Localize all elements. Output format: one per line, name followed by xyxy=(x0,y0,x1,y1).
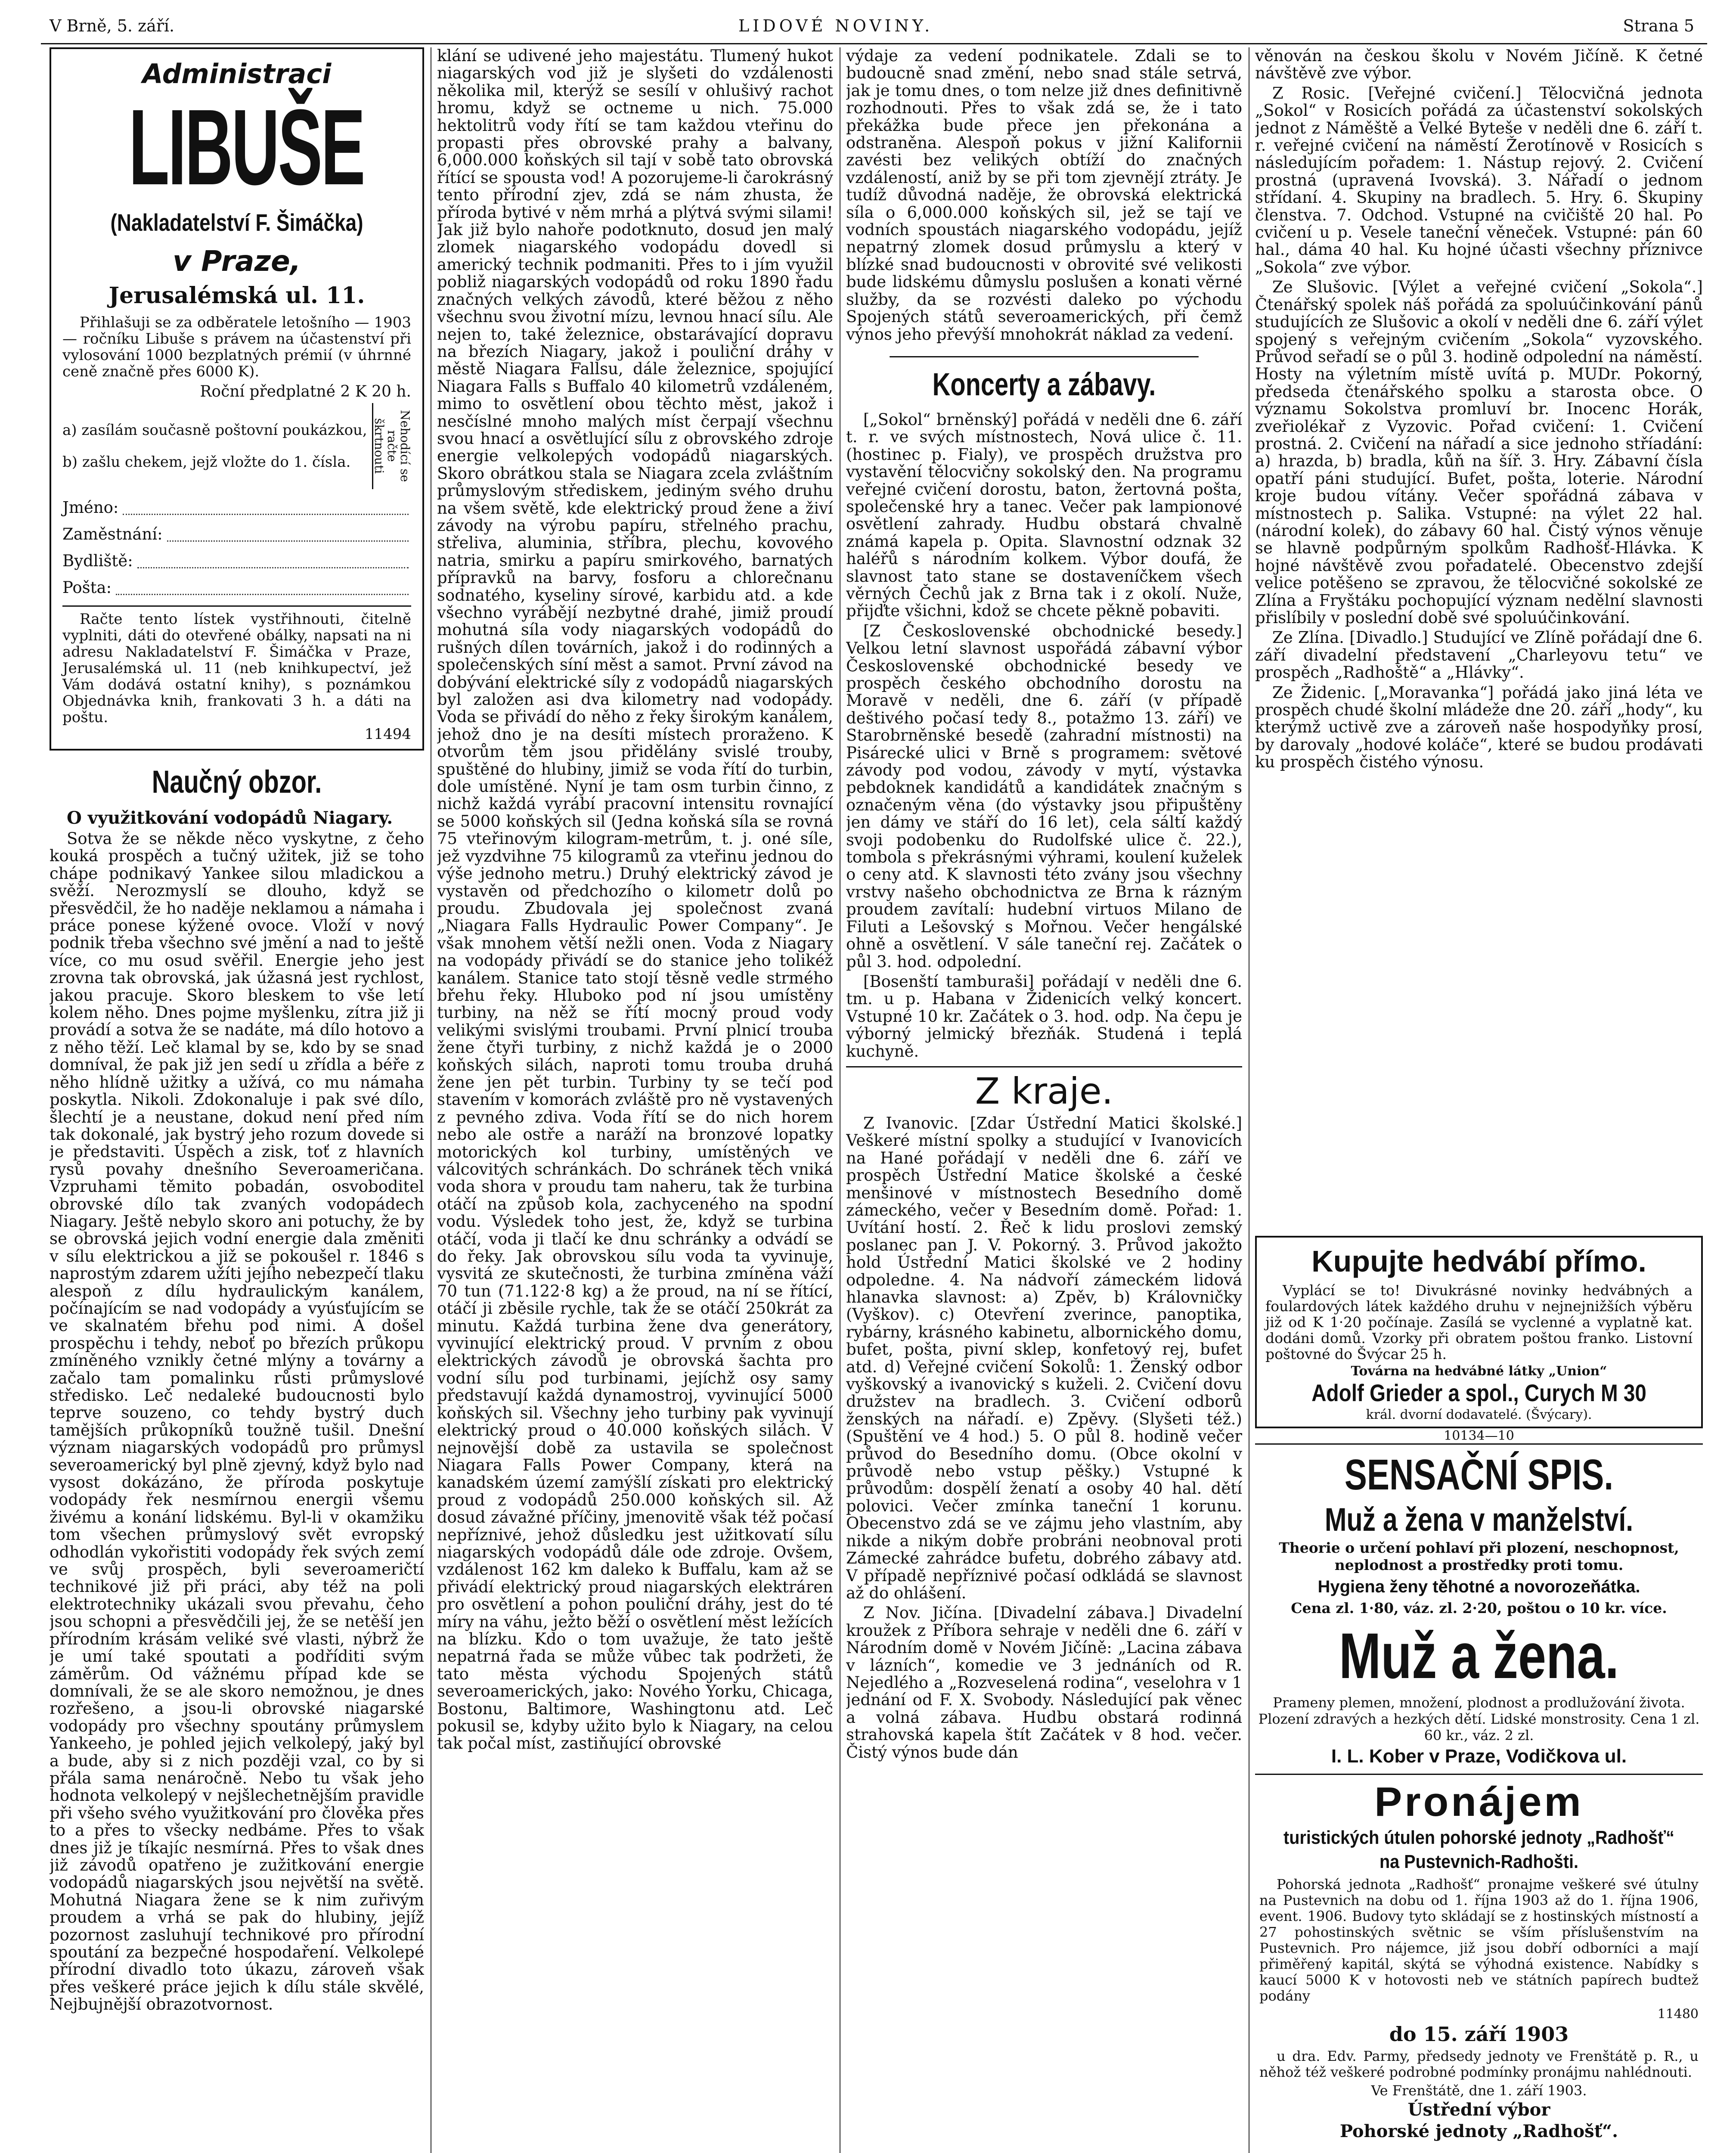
ad-silk-text: Vyplácí se to! Divukrásné novinky hedvábných a foulardových látek každého druhu v nejnejnižších výběru již od K 1·20 počínaje. Zasílá se vyclenné a vyplatně kat. dodáni domů. Vzorky při obratem poštou franko. Listovní poštovné do Švýcar 25 h. xyxy=(1265,1282,1693,1362)
section-title-z-kraje: Z kraje. xyxy=(846,1066,1242,1115)
strike-note: Nehodící se račte škrtnouti xyxy=(372,403,411,489)
newspaper-page xyxy=(41,9,1707,2153)
ad-rental-date: do 15. září 1903 xyxy=(1389,2023,1569,2046)
libuse-street: Jerusalémská ul. 11. xyxy=(108,282,365,309)
concert-item: [„Sokol“ brněnský] pořádá v neděli dne 6. září t. r. ve svých místnostech, Nová ulice č. 11. (hostinec p. Fialy), ve prospěch družstva pro vystavění tělocvičny sokolský den. Na programu veřejné cvičení dorostu, baton, žertovná pošta, společenské hry a tanec. Večer pak lampionové osvětlení zahrady. Hudbu obstará chvalně známá kapela p. Opita. Slavnostní odznak 32 haléřů s národním kolkem. Výbor doufá, že slavnost tato stane se dostaveníčkem všech věrných Čechů jak z Brna tak i z okolí. Nuže, přijďte všichni, kdož se chcete pěkně pobaviti. xyxy=(846,410,1242,620)
header-place-date: V Brně, 5. září. xyxy=(50,16,175,35)
ad-silk-firm-post: král. dvorní dodavatelé. (Švýcary). xyxy=(1366,1407,1592,1422)
region-item: Ze Zlína. [Divadlo.] Studující ve Zlíně pořádají dne 6. září divadelní představení „Charleyovu tetu“ ve prospěch „Radhoště“ a „Hlávky“. xyxy=(1255,628,1703,682)
article-end: výdaje za vedení podnikatele. Zdali se to budoucně snad změní, nebo snad stále setrvá, jak je tomu dnes, o tom nelze již dnes definitivně rozhodnouti. Přes to však zdá se, že i tato překážka bude přece jen překonána a odstraněna. Alespoň pokus v jižní Kalifornii zavésti bez velikých obtíží do značných vzdáleností, aniž by se při tom zjevnějí ztráty. Je tudíž důvodná naděje, že obrovská elektrická síla o 6,000.000 koňských sil, jež se tají ve vodních spoustách niagarského vodopádu, jejíž nepatrný zlomek dosud průmyslu a který v blízké snad budoucnosti v obrovité své velikosti bude lidskému důmyslu poslušen a konati věrné služby, da se rozvésti daleko po východu Spojených států severoamerických, při čemž výnos jeho převýší mnohokrát náklad za vedení. xyxy=(846,47,1242,344)
column-3 xyxy=(846,47,1242,2153)
concert-item: [Bosenští tamburaši] pořádají v neděli dne 6. tm. u p. Habana v Židenicích velký koncert. Vstupné 10 kr. Začátek o 3. hod. odp. Na čepu je výborný jelmický březňák. Studená i teplá kuchyně. xyxy=(846,972,1242,1061)
ad-sensation-sub: Muž a žena v manželství. xyxy=(1324,1502,1634,1538)
ad-muz-firm: I. L. Kober v Praze, Vodičkova ul. xyxy=(1331,1746,1627,1767)
ad-rental-title: Pronájem xyxy=(1374,1779,1584,1825)
ad-silk-title: Kupujte hedvábí přímo. xyxy=(1311,1244,1646,1278)
libuse-publisher: (Nakladatelství F. Šimáčka) xyxy=(110,209,363,236)
article-title: O využitkování vodopádů Niagary. xyxy=(67,808,393,828)
field-occupation[interactable]: Zaměstnání: xyxy=(62,521,411,548)
ad-rental-text2: u dra. Edv. Parmy, předsedy jednoty ve Frenštátě p. R., u něhož též veškeré podrobné podmínky pronájmu nahlédnouti. xyxy=(1259,2048,1699,2080)
field-post[interactable]: Pošta: xyxy=(62,574,411,601)
region-item: Ze Slušovic. [Výlet a veřejné cvičení „Sokola“.] Čtenářský spolek náš pořádá za spoluúčinkování pánů studujících ze Slušovic a okolí v neděli dne 6. září výlet spojený s veřejným cvičením „Sokola“ vyzovského. Průvod seřadí se o půl 3. hodině odpolední na náměstí. Hosty na výletním místě uvítá p. MUDr. Pokorný, předseda čtenářského spolku a starosta obce. O významu Sokolstva promluví br. Inocenc Horák, zveřiolékař z Vyzovic. Pořad cvičení: 1. Cvičení prostná. 2. Cvičení na nářadí a sice jednoho stříadání: a) hrazda, b) bradla, kůň na šíř. 3. Hry. Zábavní čísla opatří páni studující. Bufet, pošta, loterie. Národní kroje budou vítány. Večer spořádná zábava v místnostech p. Salika. Vstupné: na výlet 22 hal. (národní kolek), do zábavy 60 hal. Čistý výnos věnuje se hlavně podpůrným spolkům Radhošť-Hlávka. K hojné návštěvě zvou pořadatelé. Obecenstvo zdejší velice potěšeno se zpravou, že tělocvičné sokolské ze Zlína a Fryštáku pochopující význam nedělní slavnosti přislíbily v poslední době své spoluúčinkování. xyxy=(1255,278,1703,627)
header-page-number: Strana 5 xyxy=(1623,16,1694,35)
libuse-code: 11494 xyxy=(364,726,411,743)
ad-silk-code: 10134—10 xyxy=(1255,1428,1703,1445)
ad-silk-firm-pre: Továrna na hedvábné látky „Union“ xyxy=(1351,1364,1607,1379)
region-item: Z Nov. Jičína. [Divadelní zábava.] Divadelní kroužek z Příbora sehraje v neděli dne 6. září v Národním domě v Novém Jičíně: „Lacina zábava v lázních“, komedie ve 3 jednáních od R. Nejedlého a „Rozveselená rodina“, veselohra v 1 jednání od F. X. Svobody. Následující pak věnec a volná zábava. Hudbu obstará rodinná strahovská kapela štít Začátek v 8 hod. večer. Čistý výnos bude dán xyxy=(846,1604,1242,1762)
ad-sensation xyxy=(1255,1445,1703,1775)
column-1 xyxy=(50,47,424,2153)
ad-silk xyxy=(1255,1236,1703,1428)
ad-rental-sign1: Ústřední výbor xyxy=(1407,2100,1550,2120)
article-body-col1: Sotva že se někde něco vyskytne, z čeho kouká prospěch a tučný užitek, již se toho chápe podnikavý Yankee silou mladickou a svěží. Nerozmyslí se dlouho, když se přesvědčil, že ho naděje neklamou a námaha i práce ponese kýžené ovoce. Vloží v nový podnik třeba všechno své jmění a nad to ještě více, co mu osud svěřil. Energie jeho jest zrovna tak obrovská, jak úžasná jest rychlost, jakou pracuje. Skoro bleskem to vše letí kolem něho. Dnes pojme myšlenku, zítra již ji provádí a sotva že se nadáte, má dílo hotovo a z něho těží. Leč klamal by se, kdo by se snad domníval, že pak již jen sedí u zřídla a béře z něho hlídně užitky a užívá, co mu námaha poskytla. Nikoli. Zdokonaluje i pak své dílo, šlechtí je a neustane, dokud není před ním tak dokonalé, jak bystrý jeho rozum dovede si je představiti. Úspěch a zisk, toť z hlavních rysů povahy dnešního Severoameričana. Vzpruhami těmito pobadán, osvoboditel obrovské dílo tak zvaných vodopádech Niagary. Ještě nebylo skoro ani potuchy, že by se obrovská jejich vodní energie dala změniti v sílu elektrickou a již se pokoušel r. 1846 s naprostým zdarem užíti jejího nebezpečí tlaku alespoň z dílu hydraulickým kanálem, počínajícím se nad vodopády a vyúsťujícím se ve skalnatém břehu pod nimi. A došel prospěchu i tehdy, neboť po březích průkopu zmíněného vznikly četné mlýny a továrny a začalo tam pomalinku růsti průmyslové středisko. Leč nedaleké budoucnosti bylo teprve souzeno, co tehdy bystrý duch tamějších průkopníků toužně tušil. Dnešní význam niagarských vodopádů pro průmysl severoamerický byl plně zjevný, když bylo nad vysost dokázáno, že příroda poskytuje vodopády řek nesmírnou energii všemu živému a konání lidskému. Byl-li v okamžiku tom všechen průmyslový svět evropský odhodlán vykořistiti vodopády řek svých zemí ve svůj prospěch, byli severoameričtí technikové již při práci, aby též na poli elektrotechniky ukázali svou převahu, čeho jsou schopni a přesvědčili jej, že se netěší jen přírodním krásám veliké své vlasti, nýbrž že je umí také spoutati a podříditi svým záměrům. Od vážnému případ kde se domnívali, že se ale skoro nemožnou, je dnes rozřešeno, a jsou-li obrovské niagarské vodopády pro všechny spoutány průmyslem Yankeeho, je pohled jejich velkolepý, jaký byl a bude, aby si z nich později vzal, co by si přála sama nenáročně. Nebo tu však jeho hodnota velkolepý v nejšlechetnějším pravidle při všeho svého využitkování pro člověka přes to a přes to všecky nedbáme. Přes to však dnes již je tíkajíc nesmírná. Přes to však dnes již závodů opatřeno je zužitkování energie vodopádů niagarských jsou největší na světě. Mohutná Niagara žene se k nim zuřivým proudem a vrhá se pak do hlubiny, jejíž pozornost zasluhují technikové pro přírodní spoutání za bezpečné hospodaření. Velkolepé přírodní divadlo toto úkazu, zároveň však přes veškeré práce jejich k dílu stále skvělé, Nejbujnější obrazotvornost. xyxy=(50,829,424,2014)
article-body-col2: klání se udivené jeho majestátu. Tlumený hukot niagarských vod již je slyšeti do vzdálenosti několika mil, kterýž se sesílí v ohlušivý rachot hromu, když se octneme u nich. 75.000 hektolitrů vody řítí se tam každou vteřinu do propasti přes obrovské prahy a balvany, 6,000.000 koňských sil tají v sobě tato obrovská řítící se spousta vod! A pozorujeme-li čarokrásný tento přírodní zjev, zdá se nám zhusta, že příroda bytivé v něm mrhá a plýtvá svými silami! Jak již bylo nahoře podotknuto, dosud jen malý zlomek niagarského vodopádu dovedl si americký technik podmaniti. Přes to i jím využil pobliž niagarských vodopádů od roku 1890 řadu značných velkých závodů, které běžou z něho všechnu svou životní mízu, levnou hnací sílu. Ale nejen to, také železnice, obstarávající dopravu na březích Niagary, jakož i pouliční dráhy v městě Niagara Fallsu, dále železnice, spojující Niagara Falls s Buffalo 40 kilometrů vzdáleném, mimo to osvětlení obou těchto měst, jakož i nesčíslné mnoho malých míst čerpají všechnu svou hnací a osvětlující sílu z obrovského zdroje energie velkolepých vodopádů niagarských. Skoro obrátkou stala se Niagara zcela zvláštním průmyslovým střediskem, jediným svého druhu na všem světě, kde elektrický proud žene a živí závody na výrobu papíru, střelného prachu, střelivа, aluminia, stříbra, plechu, kovového natria, smirku a papíru smirkového, barnatých přípravků na barvy, fosforu a chlorečnanu sodnatého, kyseliny sírové, karbidu atd. a kde všechno vyrábějí nezbytné drahé, jimiž proudí mohutná síla vody niagarských vodopádů do rušných dílen továrních, jakož i do rodinných a společenských síní měst a samot. První závod na dobývání elektrické síly z vodopádů niagarských byl založen asi dva kilometry nad vodopády. Voda se přivádí do něho z řeky širokým kanálem, jehož dno je na desíti místech proraženo. K otvorům těm jsou přidělány svislé trouby, spuštěné do hlubiny, jimiž se voda řítí do turbin, dole umístěné. Nyní je tam osm turbin činno, z nichž každá vyrábí pracovní intensitu rovnající se 5000 koňských sil (Jedna koňská síla se rovná 75 vteřinovým kilogram-metrům, t. j. oné síle, jež vyzdvihne 75 kilogramů za vteřinu jednou do výše jednoho metru.) Druhý elektrický závod je vystavěn od předchozího o kilometr dolů po proudu. Zbudovala jej společnost zvaná „Niagara Falls Hydraulic Power Company“. Je však mnohem větší nežli onen. Voda z Niagary na vodopády přivádí se do stanice jeho tolikéž kanálem. Stanice tato stojí těsně vedle strmého břehu řeky. Hluboko pod ní jsou umístěny turbiny, na něž se řítí mocný proud vody velikými svislými troubami. První plnicí trouba žene čtyři turbiny, z nichž každá je o 2000 koňských silách, naproti tomu trouba druhá žene jen pět turbin. Turbiny ty se tečí pod stavením v komorách zvláště pro ně vystavených z pevného zdiva. Voda řítí se do nich horem nebo ale ostře a naráží na bronzové lopatky motorických kol turbiny, umístěných ve válcovitých schránkách. Do schránek těch vniká voda shora v proudu tam naheru, tak že turbina otáčí na způsob kola, zachyceného na spodní vodu. Výsledek toho jest, že, když se turbina otáčí, voda ji tlačí ke dnu schránky a odvádí se do řeky. Jak obrovskou sílu voda ta vyvinuje, vysvitá ze skutečnosti, že turbina zmíněna váží 70 tun (71.122·8 kg) a že proud, na ní se řítící, otáčí ji zběsile rychle, tak že se otáčí 250krát za minutu. Každá turbina žene dva generátory, vyvinující elektrický proud. V prvním z obou elektrických závodů je obrovská šachta pro vodní sílu pod turbinami, jejíchž osy samy představují každá dynamostroj, vyvinující 5000 koňských sil. Všechny jeho turbiny pak vyvinují elektrický proud o 40.000 koňských silách. V nejnovější době za ustavila se společnost Niagara Falls Power Company, která na kanadském území zamýšlí získati pro elektrický proud z vodopádů 250.000 koňských sil. Až dosud závažné příčiny, jmenovitě však též počasí nepříznivé, jehož důsledku jest užitkovatí sílu niagarských vodopádů dále ode zdroje. Ovšem, vzdálenost 162 km daleko k Buffalu, kam až se přivádí elektrický proud niagarských elektráren pro osvětlení a pohon pouliční dráhy, jest do té míry na váhu, ježto běží o osvětlení měst ležících na blízku. Kdo o tom uvažuje, že tato ještě nepatrná řada se může vůbec tak podržeti, že tato města východu Spojených států severoamerických, jako: Nového Yorku, Chicaga, Bostonu, Baltimore, Washingtonu atd. Leč pokusil se, kdyby užito bylo k Niagary, na celou tak počal míst, zastiňující obrovské xyxy=(437,47,833,1753)
ad-rental-text: Pohorská jednota „Radhošť“ pronajme veškeré své útulny na Pustevnich na dobu od 1. října 1903 až do 1. října 1906, event. 1906. Budovy tyto skládají se z hostinských místností a 27 pohostinských světnic se vším příslušenstvím na Pustevnich. Pro nájemce, již jsou dobří odborníci a mají přiměřený kapitál, skýtá se výhodná existence. Nabídky s kaucí 5000 K v hotovosti neb ve státních papírech budtež podány xyxy=(1259,1876,1699,2004)
libuse-city: v Praze, xyxy=(173,245,301,278)
region-item: Z Ivanovic. [Zdar Ústřední Matici školské.] Veškeré místní spolky a studující v Ivanovicích na Hané pořádají v neděli dne 6. září ve prospěch Ústřední Matice školské a české menšinové v místnostech Besedního domě zámeckého, večer v Besedním domě. Pořad: 1. Uvítání hostí. 2. Řeč k lidu proslovi zemský poslanec pan J. V. Pokorný. 3. Průvod jakožto hold Ústřední Matici školské ve 2 hodiny odpoledne. 4. Na nádvoří zámeckém lidová hlanavka slavnost: a) Zpěv, b) Královničky (Vyškov). c) Otevření zverince, panoptika, rybárny, krásného kabinetu, albornického domu, bufet, pošta, pivní sklep, konfetový rej, bufet atd. d) Veřejné cvičení Sokolů: 1. Ženský odbor vyškovský a ivanovický s kuželi. 2. Cvičení dovu družstev na bradlech. 3. Cvičení odborů ženských na nářadí. e) Zpěvy. (Slyšeti též.) (Spuštění ve 4 hod.) 5. O půl 8. hodině večer průvod do Besedního domu. (Obce okolní v průvodě nebo vstup pěšky.) Vstupné k průvodům: dospělí ženatí a osoby 40 hal. dětí polovici. Večer zmínka taneční 1 korunu. Obecenstvo zdá se ve zájmu jeho vlastním, aby nikde a nikým dobře probráni neobnoval proti Zámecké zahrádce bufetu, dobrého zábavy atd. V případě nepříznivé počasí odkládá se slavnost až do ohlášení. xyxy=(846,1114,1242,1602)
header-newspaper-title: LIDOVÉ NOVINY. xyxy=(738,16,933,35)
ad-muz-text: Prameny plemen, množení, plodnost a prodlužování života. Plození zdravých a hezkých dětí. Lidské monstrosity. Cena 1 zl. 60 kr., váz. 2 zl. xyxy=(1258,1694,1700,1743)
ad-rental-place: Ve Frenštátě, dne 1. září 1903. xyxy=(1371,2082,1587,2099)
libuse-instructions: Račte tento lístek vystřihnouti, čitelně vyplniti, dáti do otevřené obálky, napsati na ni adresu Nakladatelství F. Šimáčka v Praze, Jerusalémská ul. 11 (neb knihkupectví, jež Vám dodává ostatní knihy), s poznámkou Objednávka knih, frankovati 3 h. a dáti na poštu. xyxy=(62,611,411,726)
column-2 xyxy=(437,47,833,2153)
ad-rental xyxy=(1255,1775,1703,2146)
region-item: věnován na českou školu v Novém Jičíně. K četné návštěvě zve výbor. xyxy=(1255,47,1703,83)
ad-sensation-text1: Theorie o určení pohlaví při plození, neschopnost, neplodnost a prostředky proti tomu. xyxy=(1279,1539,1679,1573)
libuse-title: LIBUŠE xyxy=(128,87,364,207)
libuse-text: Přihlašuji se za odběratele letošního — 1903 — ročníku Libuše s právem na účastenství při vylosování 1000 bezplatných prémií (v úhrnné ceně značně přes 6000 K). xyxy=(62,314,411,380)
payment-option-b[interactable]: b) zašlu chekem, jejž vložte do 1. čísla. xyxy=(62,453,351,471)
section-title-koncerty: Koncerty a zábavy. xyxy=(890,356,1199,403)
section-title-naucny-obzor: Naučný obzor. xyxy=(152,764,322,800)
libuse-kicker: Administraci xyxy=(142,58,332,90)
column-4 xyxy=(1255,47,1703,2153)
ad-muz-a-zena: Muž a žena. xyxy=(1339,1619,1619,1692)
ad-silk-firm: Adolf Grieder a spol., Curych M 30 xyxy=(1311,1379,1646,1406)
field-residence[interactable]: Bydliště: xyxy=(62,548,411,574)
libuse-price: Roční předplatné 2 K 20 h. xyxy=(200,383,411,400)
page-header xyxy=(41,9,1707,44)
payment-option-a[interactable]: a) zasílám současně poštovní poukázkou, xyxy=(62,422,367,439)
ad-sensation-price: Cena zl. 1·80, váz. zl. 2·20, poštou o 10 kr. více. xyxy=(1291,1600,1667,1616)
ad-sensation-title: SENSAČNÍ SPIS. xyxy=(1344,1451,1614,1499)
ad-rental-sub: turistických útulen pohorské jednoty „Radhošť“ na Pustevnich-Radhošti. xyxy=(1283,1827,1674,1872)
region-item: Z Rosic. [Veřejné cvičení.] Tělocvičná jednota „Sokol“ v Rosicích pořádá za účastenství sokolských jednot z Náměště a Velké Bytеše v neděli dne 6. září t. r. veřejné cvičení na náměstí Žerotínově v Rosicích s následujícím pořadem: 1. Nástup rejový. 2. Cvičení prostná (upravená Ivovská). 3. Nářadí o jednom střídaní. 4. Skupiny na bradlech. 5. Hry. 6. Skupiny členstva. 7. Odchod. Vstupné na cvičiště 20 hal. Po cvičení u p. Vesele taneční věneček. Vstupné: pán 60 hal., dáma 40 hal. Ku hojné účasti všechny příznivce „Sokola“ zve výbor. xyxy=(1255,84,1703,276)
ad-rental-code: 11480 xyxy=(1657,2007,1699,2022)
region-item: Ze Židenic. [„Moravanka“] pořádá jako jiná léta ve prospěch chudé školní mládeže dne 20. září „hody“, ku kterýmž uctivě zve a zároveň naše hospodyňky prosí, by darovaly „hodové koláče“, které se budou prodávati ku prospěch čistého výnosu. xyxy=(1255,683,1703,772)
ad-rental-sign2: Pohorské jednoty „Radhošť“. xyxy=(1339,2121,1618,2141)
field-name[interactable]: Jméno: xyxy=(62,494,411,521)
concert-item: [Z Československé obchodnické besedy.] Velkou letní slavnost uspořádá zábavní výbor Československé obchodnické besedy ve prospěch českého obchodního dorostu na Moravě v neděli, dne 6. září (v případě deštivého počasí tedy 8., potažmo 13. září) ve Starobrněnské besedě (zahradní místnosti) na Pisárecké ulici v Brně s programem: světové závody pod vodou, závody v mytí, výstavka pebdoknek kandidátů a kandidátek značným s označeným věna (do výstavky jsou připuštěny jen dámy ve stáří do 16 let), cela sáltí každý svoji podobenku do Rudolfské ulice č. 22.), tombola s překrásnými výhrami, koulení kuželek o ceny atd. K slavnosti této zvány jsou všechny vrstvy našeho obchodnictva ze Brna k rázným proudem zavítalí: hudební virtuos Milano de Filuti a Lešovský s Mořnou. Večer hengálské ohně a osvětlení. V sále taneční rej. Začátek o půl 3. hod. odpolední. xyxy=(846,621,1242,971)
libuse-order-form xyxy=(50,47,424,751)
ad-sensation-text2: Hygiena ženy těhotné a novorozeňátka. xyxy=(1318,1577,1640,1596)
